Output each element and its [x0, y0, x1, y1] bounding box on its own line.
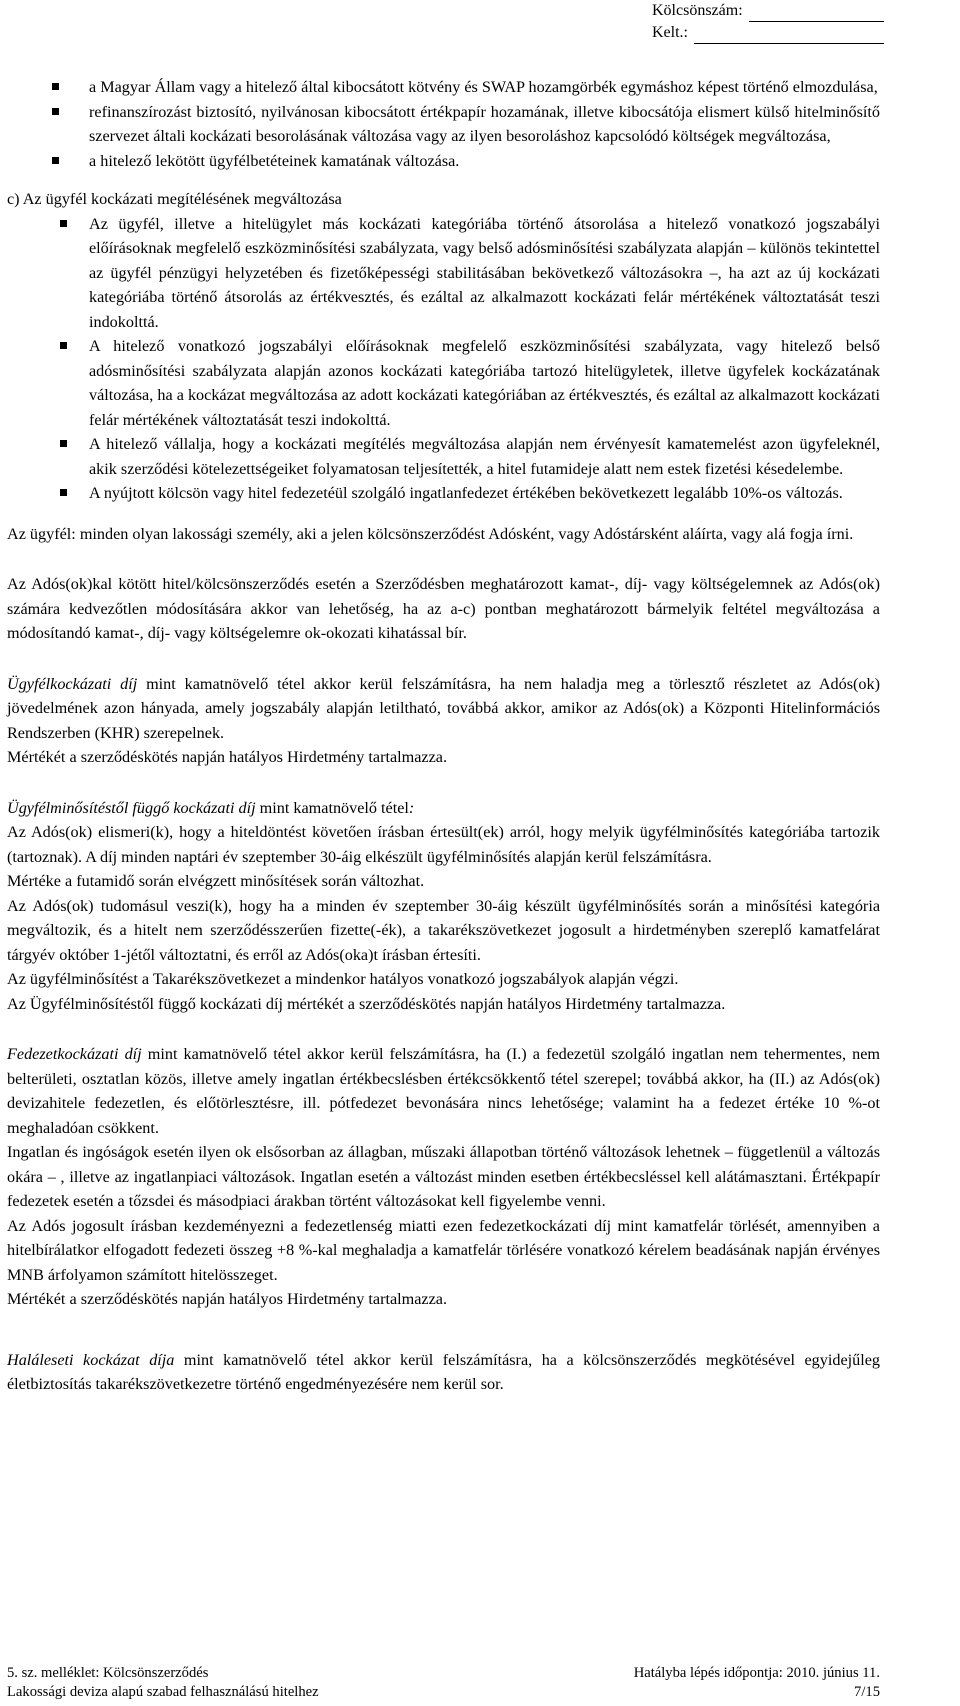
client-risk-fee-text: mint kamatnövelő tétel akkor kerül felszámításra, ha nem haladja meg a törlesztő részletet az Adós(ok) jövedelmének azon hányada, amely jogszabály alapján letiltható, továbbá akkor, amikor az Adós(ok) a Központi Hitelinformációs Rendszerben (KHR) szerepelnek.: [7, 674, 880, 742]
footer-page-number: 7/15: [854, 1684, 880, 1700]
collateral-fee-term: Fedezetkockázati díj: [7, 1045, 142, 1063]
top-bullet-list: [7, 75, 880, 173]
rating-fee-text: mint kamatnövelő tétel: [255, 798, 409, 817]
rating-fee-line: Az Adós(ok) elismeri(k), hogy a hiteldöntést követően írásban értesült(ek) arról, hogy melyik ügyfélminősítés kategóriába tartozik (tartoznak). A díj minden naptári év szeptember 30-áig elkészült ügyfélminősítés alapján kerül felszámításra.: [7, 823, 880, 866]
document-body: [7, 75, 880, 1397]
rating-fee-term: Ügyfélminősítéstől függő kockázati díj: [7, 798, 256, 817]
death-fee-paragraph: [7, 1348, 880, 1397]
collateral-fee-line: Az Adós jogosult írásban kezdeményezni a fedezetlenség miatti ezen fedezetkockázati díj mint kamatfelár törlését, amennyiben a hitelbírálatkor elfogadott fedezeti összeg +8 %-kal meghaladja a kamatfelár törlésére vonatkozó kérelem beadásának napján érvényes MNB árfolyamon számított hitelösszeget.: [7, 1216, 880, 1284]
list-item-text: a Magyar Állam vagy a hitelező által kibocsátott kötvény és SWAP hozamgörbék egymáshoz képest történő elmozdulása,: [89, 78, 878, 96]
date-blank: [694, 27, 884, 44]
list-item-text: a hitelező lekötött ügyfélbetéteinek kamatának változása.: [89, 151, 460, 170]
date-row: [634, 22, 884, 44]
contract-number-row: [634, 0, 884, 22]
section-c-bullet-list: [7, 212, 880, 506]
bullet-icon: [52, 83, 59, 90]
list-item: [7, 149, 880, 174]
rating-fee-section: [7, 796, 880, 1017]
list-item: [7, 212, 880, 335]
list-item: [7, 432, 880, 481]
list-item-text: Az ügyfél, illetve a hitelügylet más kockázati kategóriába történő átsorolása a hitelező vonatkozó jogszabályi előírásoknak megfelelő eszközminősítési szabályzata, vagy belső adósminősítési szabályzata alapján – különös tekintettel az ügyfél pénzügyi helyzetében és fizetőképességi stabilitásában bekövetkező változásokra –, ha azt az új kockázati kategóriába történő átsorolás az értékvesztés, és ezáltal az alkalmazott kockázati felár mértékének változtatását teszi indokolttá.: [89, 214, 880, 331]
bullet-icon: [60, 440, 67, 447]
client-risk-fee-term: Ügyfélkockázati díj: [7, 674, 138, 693]
client-risk-fee-paragraph: [7, 672, 880, 746]
rating-fee-colon: :: [408, 798, 415, 817]
rating-fee-line: Az Ügyfélminősítéstől függő kockázati díj mértékét a szerződéskötés napján hatályos Hirdetmény tartalmazza.: [7, 994, 726, 1013]
footer-product-label: Lakossági deviza alapú szabad felhasználású hitelhez: [7, 1684, 319, 1700]
bullet-icon: [60, 220, 67, 227]
death-fee-section: [7, 1348, 880, 1397]
footer-row: [7, 1664, 880, 1683]
footer-row: [7, 1683, 880, 1702]
collateral-fee-line: Mértékét a szerződéskötés napján hatályos Hirdetmény tartalmazza.: [7, 1290, 448, 1308]
collateral-fee-paragraph: [7, 1042, 880, 1140]
list-item-text: A hitelező vonatkozó jogszabályi előírásoknak megfelelő eszközminősítési szabályzata, vagy hitelező belső adósminősítési szabályzata alapján azonos kockázati kategóriába tartozó hitelügyletek, illetve ügyfelek kockázatának változása, ha a kockázat megváltozása az adott kockázati kategóriában az értékvesztés, és ezáltal az alkalmazott kockázati felár mértékének változtatását teszi indokolttá.: [89, 337, 880, 429]
death-fee-text: mint kamatnövelő tétel akkor kerül felszámításra, ha a kölcsönszerződés megkötésével egyidejűleg életbiztosítás takarékszövetkezetre történő engedményezésére nem kerül sor.: [7, 1350, 881, 1393]
client-definition-paragraph: Az ügyfél: minden olyan lakossági személy, aki a jelen kölcsönszerződést Adósként, vagy Adóstársként aláírta, vagy alá fogja írni.: [7, 524, 854, 543]
death-fee-term: Haláleseti kockázat díja: [7, 1350, 175, 1369]
footer-attachment-label: 5. sz. melléklet: Kölcsönszerződés: [7, 1665, 209, 1681]
debtors-paragraph: Az Adós(ok)kal kötött hitel/kölcsönszerződés esetén a Szerződésben meghatározott kamat-, díj- vagy költségelemnek az Adós(ok) számára kedvezőtlen módosítására akkor van lehetőség, ha az a-c) pontban meghatározott bármelyik feltétel megváltozása a módosítandó kamat-, díj- vagy költségelemre ok-okozati kihatással bír.: [7, 575, 880, 642]
list-item: [7, 75, 880, 100]
collateral-fee-text: mint kamatnövelő tétel akkor kerül felszámításra, ha (I.) a fedezetül szolgáló ingatlan nem tehermentes, nem belterületi, osztatlan közös, illetve amely ingatlan értékbecslésben értékcsökkentő tétel szerepel; továbbá akkor, ha (II.) az Adós(ok) devizahitele fedezetlen, és előtörlesztésre, ill. pótfedezet bevonására nincs lehetősége; valamint ha a fedezet értéke 10 %-ot meghaladóan csökkent.: [7, 1045, 880, 1137]
contract-number-label: Kölcsönszám:: [652, 2, 743, 19]
contract-number-blank: [749, 5, 884, 22]
bullet-icon: [52, 157, 59, 164]
list-item-text: A hitelező vállalja, hogy a kockázati megítélés megváltozása alapján nem érvényesít kamatemelést azon ügyfeleknél, akik szerződési kötelezettségeiket folyamatosan teljesítették, a hitel futamideje alatt nem estek fizetési késedelembe.: [89, 435, 880, 478]
list-item: [7, 334, 880, 432]
page-footer: [7, 1664, 880, 1702]
page-header: [634, 0, 884, 44]
rating-fee-heading: [7, 796, 880, 821]
bullet-icon: [52, 108, 59, 115]
client-risk-fee-section: [7, 672, 880, 770]
client-risk-fee-rate-note: Mértékét a szerződéskötés napján hatályos Hirdetmény tartalmazza.: [7, 748, 448, 766]
date-label: Kelt.:: [652, 24, 688, 41]
footer-effective-date: Hatályba lépés időpontja: 2010. június 11.: [633, 1665, 880, 1681]
rating-fee-line: Az ügyfélminősítést a Takarékszövetkezet a mindenkor hatályos vonatkozó jogszabályok alapján végzi.: [7, 970, 679, 988]
bullet-icon: [60, 342, 67, 349]
list-item: [7, 481, 880, 506]
list-item-text: A nyújtott kölcsön vagy hitel fedezetéül szolgáló ingatlanfedezet értékében bekövetkezett legalább 10%-os változás.: [89, 484, 843, 502]
list-item-text: refinanszírozást biztosító, nyilvánosan kibocsátott értékpapír hozamának, illetve kibocsátója elismert külső hitelminősítő szervezet általi kockázati besorolásának változása vagy az ilyen besoroláshoz kapcsolódó költségek megváltozása,: [89, 102, 880, 145]
collateral-fee-line: Ingatlan és ingóságok esetén ilyen ok elsősorban az állagban, műszaki állapotban történő változások lehetnek – függetlenül a változás okára – , illetve az ingatlanpiaci változások. Ingatlan esetén a változást minden esetben értékbecsléssel kell alátámasztani. Értékpapír fedezetek esetén a tőzsdei és másodpiaci árakban történt változásokat kell figyelembe venni.: [7, 1143, 880, 1210]
section-c-title: c) Az ügyfél kockázati megítélésének megváltozása: [7, 190, 342, 208]
collateral-fee-section: [7, 1042, 880, 1312]
rating-fee-line: Mértéke a futamidő során elvégzett minősítések során változhat.: [7, 872, 425, 890]
bullet-icon: [60, 489, 67, 496]
list-item: [7, 100, 880, 149]
rating-fee-line: Az Adós(ok) tudomásul veszi(k), hogy ha a minden év szeptember 30-áig készült ügyfélminősítés során a minősítési kategória megváltozik, és a hitelt nem szerződésszerűen fizette(-ék), a takarékszövetkezet jogosult a hirdetményben szereplő kamatfelárat tárgyév október 1-jétől változtatni, és erről az Adós(oka)t írásban értesíti.: [7, 896, 880, 964]
